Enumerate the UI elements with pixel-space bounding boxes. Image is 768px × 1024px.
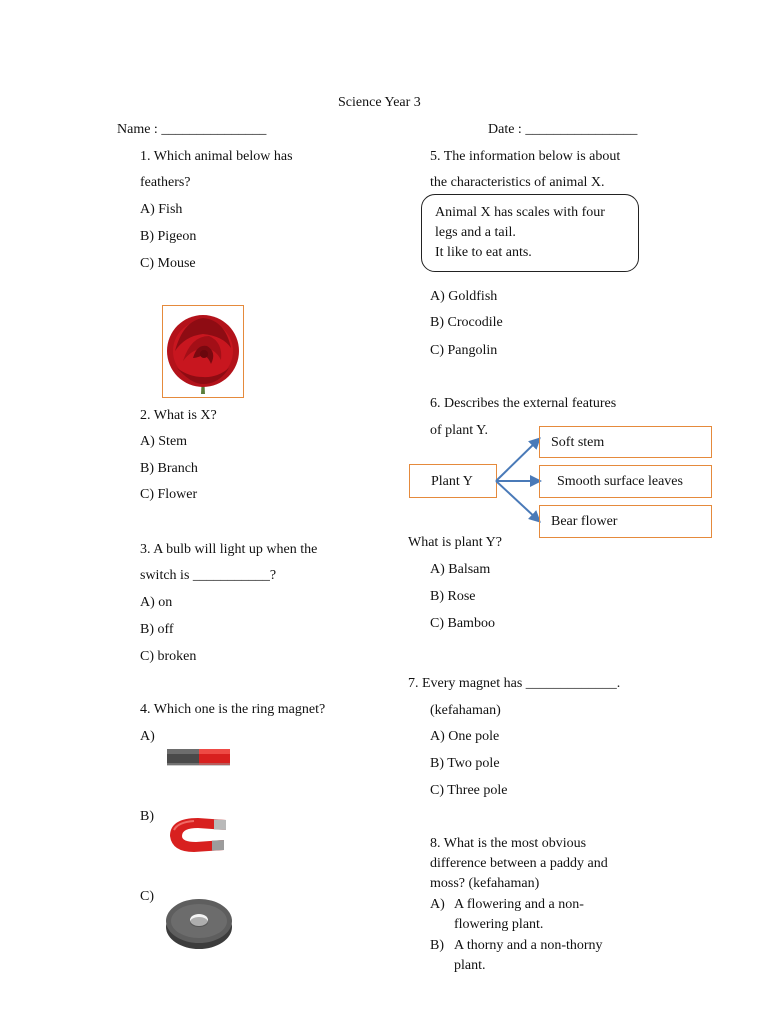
option-a: A) One pole xyxy=(430,729,500,744)
question-1-text: 1. Which animal below has xyxy=(140,149,293,164)
question-5-text: 5. The information below is about xyxy=(430,149,621,164)
animal-x-info-line-2: legs and a tail. xyxy=(435,225,516,240)
feature-label-1: Soft stem xyxy=(551,435,605,450)
plant-y-label: Plant Y xyxy=(431,474,473,489)
option-b-text: A thorny and a non-thorny xyxy=(454,938,603,953)
question-6-subquestion: What is plant Y? xyxy=(408,535,502,550)
option-a: A) Goldfish xyxy=(430,289,498,304)
option-c: C) xyxy=(140,889,154,904)
question-4-text: 4. Which one is the ring magnet? xyxy=(140,702,326,717)
feature-label-3: Bear flower xyxy=(551,514,618,529)
option-c: C) Flower xyxy=(140,487,198,502)
question-5-text-cont: the characteristics of animal X. xyxy=(430,175,605,190)
rose-image-frame xyxy=(162,305,244,398)
option-c: C) Three pole xyxy=(430,783,508,798)
bar-magnet-image xyxy=(166,745,232,769)
option-b-label: B) xyxy=(430,938,444,953)
question-6-text: 6. Describes the external features xyxy=(430,396,617,411)
option-a: A) xyxy=(140,729,155,744)
option-b: B) Crocodile xyxy=(430,315,503,330)
question-2-text: 2. What is X? xyxy=(140,408,217,423)
rose-image xyxy=(163,306,243,397)
option-a-label: A) xyxy=(430,897,445,912)
page-title: Science Year 3 xyxy=(338,95,421,110)
option-a-text-cont: flowering plant. xyxy=(454,917,544,932)
option-b: B) xyxy=(140,809,154,824)
option-b-text-cont: plant. xyxy=(454,958,486,973)
option-a: A) on xyxy=(140,595,173,610)
name-field: Name : _______________ xyxy=(117,122,267,137)
question-8-text: 8. What is the most obvious xyxy=(430,836,587,851)
animal-x-info-line-1: Animal X has scales with four xyxy=(435,205,605,220)
option-c: C) broken xyxy=(140,649,197,664)
question-1-text-cont: feathers? xyxy=(140,175,191,190)
animal-x-info-line-3: It like to eat ants. xyxy=(435,245,532,260)
horseshoe-magnet-image xyxy=(164,812,232,858)
option-b: B) Two pole xyxy=(430,756,500,771)
question-3-text-cont: switch is ___________? xyxy=(140,568,277,583)
question-6-text-cont: of plant Y. xyxy=(430,423,488,438)
option-c: C) Pangolin xyxy=(430,343,498,358)
option-a-text: A flowering and a non- xyxy=(454,897,584,912)
option-c: C) Mouse xyxy=(140,256,196,271)
question-3-text: 3. A bulb will light up when the xyxy=(140,542,318,557)
ring-magnet-image xyxy=(164,893,234,953)
option-c: C) Bamboo xyxy=(430,616,495,631)
option-b: B) Rose xyxy=(430,589,476,604)
option-a: A) Stem xyxy=(140,434,188,449)
date-field: Date : ________________ xyxy=(488,122,638,137)
feature-label-2: Smooth surface leaves xyxy=(557,474,683,489)
option-a: A) Balsam xyxy=(430,562,491,577)
option-b: B) Pigeon xyxy=(140,229,197,244)
option-a: A) Fish xyxy=(140,202,183,217)
question-7-text: 7. Every magnet has _____________. xyxy=(408,676,621,691)
question-8-text-cont: difference between a paddy and xyxy=(430,856,608,871)
question-8-text-cont-2: moss? (kefahaman) xyxy=(430,876,540,891)
question-7-text-cont: (kefahaman) xyxy=(430,703,501,718)
option-b: B) Branch xyxy=(140,461,198,476)
option-b: B) off xyxy=(140,622,174,637)
feature-arrows xyxy=(494,426,544,530)
